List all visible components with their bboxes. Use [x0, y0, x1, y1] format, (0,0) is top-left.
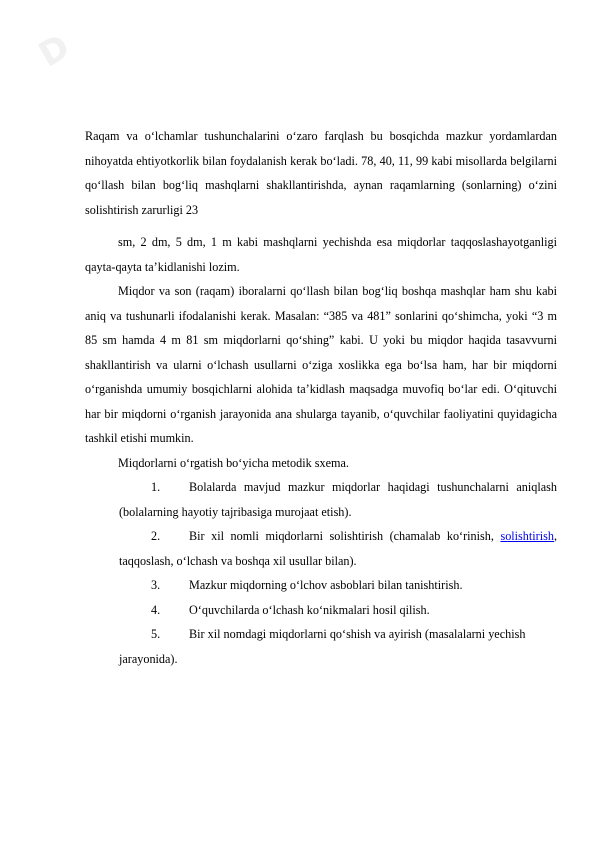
- list-item-5: [85, 622, 557, 647]
- paragraph-4: Miqdorlarni o‘rgatish bo‘yicha metodik sxema.: [118, 455, 349, 470]
- list-text: Bir xil nomli miqdorlarni solishtirish (chamalab ko‘rinish,: [189, 529, 501, 543]
- list-item-4: [85, 598, 557, 623]
- list-number: 4.: [151, 602, 161, 617]
- paragraph-2: sm, 2 dm, 5 dm, 1 m kabi mashqlarni yechishda esa miqdorlar taqqoslashayotganligi qayta-qayta ta’kidlanishi lozim.: [85, 235, 557, 274]
- list-item-2: [85, 524, 557, 573]
- list-text: O‘quvchilarda o‘lchash ko‘nikmalari hosil qilish.: [189, 602, 430, 617]
- list-item-3: [85, 573, 557, 598]
- paragraph-3: Miqdor va son (raqam) iboralarni qo‘llash bilan bog‘liq boshqa mashqlar ham shu kabi aniq va tushunarli ifodalanishi kerak. Masalan: “385 va 481” sonlarini qo‘shimcha, yoki “3 m 85 sm hamda 4 m 81 sm miqdorlarni qo‘shing” kabi. U yoki bu miqdor haqida tasavvurni shakllantirish va ularni o‘lchash usullarni o‘ziga xoslikka ega bo‘lsa ham, har bir miqdorni o‘rganishda umumiy bosqichlarni alohida ta’kidlash maqsadga muvofiq bo‘lar edi. O‘qituvchi har bir miqdorni o‘rganish jarayonida ana shularga tayanib, o‘quvchilar faoliyatini quyidagicha tashkil etishi mumkin.: [85, 284, 557, 445]
- list-number: 2.: [151, 529, 161, 543]
- list-number: 5.: [151, 627, 161, 641]
- method-list: [85, 475, 557, 671]
- spacer: [85, 222, 557, 230]
- list-number: 3.: [151, 578, 161, 592]
- list-text: , taqqoslash, o‘lchash va boshqa xil usullar bilan).: [119, 529, 557, 568]
- list-number: 1.: [151, 480, 161, 494]
- list-text: Mazkur miqdorning o‘lchov asboblari bilan tanishtirish.: [189, 578, 463, 592]
- list-continuation: jarayonida).: [119, 651, 178, 666]
- watermark: D: [32, 24, 81, 76]
- list-text: Bolalarda mavjud mazkur miqdorlar haqidagi tushunchalarni aniqlash (bolalarning hayotiy tajribasiga murojaat etish).: [119, 480, 557, 519]
- list-item-1: [85, 475, 557, 524]
- solishtirish-link[interactable]: solishtirish: [500, 529, 554, 543]
- paragraph-1: Raqam va o‘lchamlar tushunchalarini o‘zaro farqlash bu bosqichda mazkur yordamlardan nihoyatda ehtiyotkorlik bilan foydalanish kerak bo‘ladi. 78, 40, 11, 99 kabi misollarda belgilarni qo‘llash bilan bog‘liq mashqlarni shakllantirishda, aynan raqamlarning (sonlarning) o‘zini solishtirish zarurligi 23: [85, 129, 557, 217]
- list-text: Bir xil nomdagi miqdorlarni qo‘shish va ayirish (masalalarni yechish: [189, 627, 526, 641]
- document-body: [85, 124, 557, 671]
